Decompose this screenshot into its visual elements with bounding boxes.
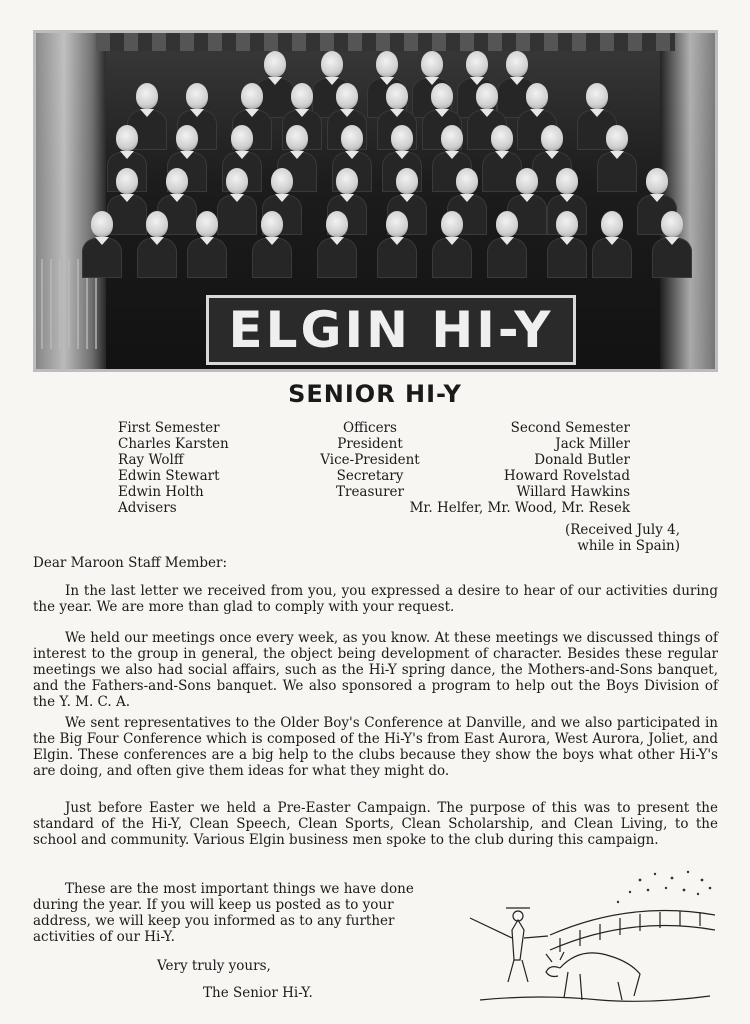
- curtain-valance: [96, 33, 675, 51]
- group-member: [326, 211, 357, 278]
- advisers-names: Mr. Helfer, Mr. Wood, Mr. Resek: [409, 500, 630, 516]
- group-member: [386, 211, 417, 278]
- advisers-label: Advisers: [118, 500, 177, 516]
- column-header: Second Semester: [510, 420, 630, 436]
- group-member: [601, 211, 632, 278]
- first-semester-column: [118, 420, 229, 500]
- group-member: [91, 211, 122, 278]
- office-title: Secretary: [336, 468, 404, 484]
- letter-greeting: Dear Maroon Staff Member:: [33, 555, 228, 571]
- officer-name: Donald Butler: [534, 452, 630, 468]
- received-line-1: (Received July 4,: [564, 522, 680, 538]
- bullfight-sketch-illustration: [440, 860, 720, 1010]
- column-header: Officers: [343, 420, 397, 436]
- officer-name: Edwin Holth: [118, 484, 204, 500]
- second-semester-column: [460, 420, 630, 500]
- offices-column: [290, 420, 450, 500]
- letter-signature: The Senior Hi-Y.: [203, 985, 313, 1001]
- officer-name: Edwin Stewart: [118, 468, 220, 484]
- received-note: [565, 522, 680, 554]
- group-photo: [33, 30, 718, 372]
- banner-text: ELGIN HI-Y: [228, 301, 554, 359]
- group-member: [441, 211, 472, 278]
- group-member: [496, 211, 527, 278]
- officer-name: Ray Wolff: [118, 452, 184, 468]
- letter-closing: Very truly yours,: [157, 958, 271, 974]
- office-title: Treasurer: [335, 484, 404, 500]
- group-member: [556, 211, 587, 278]
- group-member: [606, 125, 637, 192]
- office-title: President: [337, 436, 403, 452]
- officer-name: Jack Miller: [555, 436, 630, 452]
- letter-paragraph: In the last letter we received from you, you expressed a desire to hear of our activities during the year. We are more than glad to comply with your request.: [33, 583, 718, 615]
- received-line-2: while in Spain): [577, 538, 680, 554]
- group-member: [661, 211, 692, 278]
- officer-name: Howard Rovelstad: [503, 468, 630, 484]
- page-title: SENIOR HI-Y: [288, 380, 462, 408]
- office-title: Vice-President: [320, 452, 420, 468]
- arena-wall: [550, 911, 715, 936]
- group-member: [261, 211, 292, 278]
- group-member: [146, 211, 177, 278]
- matador-figure: [512, 920, 524, 960]
- letter-paragraph: We sent representatives to the Older Boy's Conference at Danville, and we also participated in the Big Four Conference which is composed of the Hi-Y's from East Aurora, West Aurora, Joliet, and Elgin. These conferences are a big help to the clubs because they show the boys what other Hi-Y's are doing, and often give them ideas for what they might do.: [33, 715, 718, 779]
- column-header: First Semester: [118, 420, 220, 436]
- officer-name: Willard Hawkins: [516, 484, 630, 500]
- group-member: [226, 168, 257, 235]
- group-member: [196, 211, 227, 278]
- letter-paragraph: Just before Easter we held a Pre-Easter Campaign. The purpose of this was to present the standard of the Hi-Y, Clean Speech, Clean Sports, Clean Scholarship, and Clean Living, to the school and community. Various Elgin business men spoke to the club during this campaign.: [33, 800, 718, 848]
- letter-paragraph: We held our meetings once every week, as you know. At these meetings we discussed things of interest to the group in general, the object being development of character. Besides these regular meetings we also had social affairs, such as the Hi-Y spring dance, the Mothers-and-Sons banquet, and the Fathers-and-Sons banquet. We also sponsored a program to help out the Boys Division of the Y. M. C. A.: [33, 630, 718, 710]
- letter-paragraph: These are the most important things we have done during the year. If you will keep us posted as to your address, we will keep you informed as to any further activities of our Hi-Y.: [33, 881, 414, 945]
- elgin-hi-y-banner: [206, 295, 576, 365]
- officer-name: Charles Karsten: [118, 436, 229, 452]
- bull-figure: [560, 953, 640, 1000]
